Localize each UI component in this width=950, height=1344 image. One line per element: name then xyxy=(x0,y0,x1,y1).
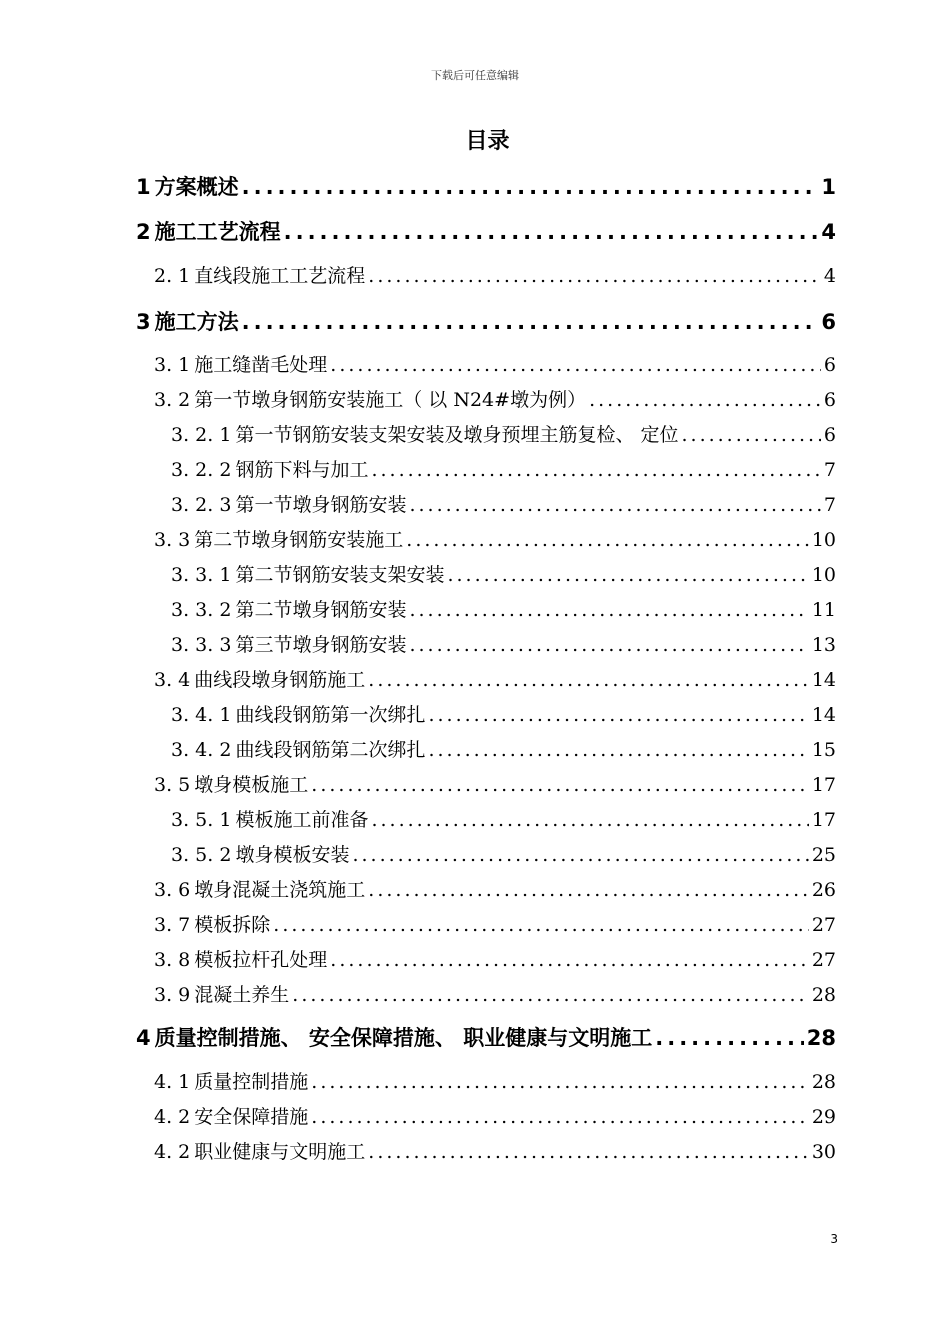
toc-entry-number: 3. 2. 2 xyxy=(171,459,232,481)
toc-entry-label: 混凝土养生 xyxy=(194,984,290,1006)
toc-entry[interactable] xyxy=(154,945,836,972)
toc-entry-number: 3. 3. 1 xyxy=(171,564,232,586)
toc-entry-number: 1 xyxy=(136,175,151,199)
toc-entry[interactable] xyxy=(171,455,836,482)
toc-leader-dots xyxy=(368,879,809,901)
toc-entry-label: 墩身混凝土浇筑施工 xyxy=(194,879,366,901)
toc-entry-page: 17 xyxy=(811,809,836,831)
toc-entry-page: 17 xyxy=(811,774,836,796)
toc-entry-label: 墩身模板安装 xyxy=(235,844,350,866)
toc-entry-number: 3. 5 xyxy=(154,774,191,796)
toc-entry-number: 3. 6 xyxy=(154,879,191,901)
toc-entry-page: 27 xyxy=(811,949,836,971)
toc-entry-label: 施工工艺流程 xyxy=(154,220,281,244)
toc-entry-number: 3. 3 xyxy=(154,529,191,551)
toc-entry[interactable] xyxy=(171,805,836,832)
toc-entry-page: 7 xyxy=(823,459,836,481)
toc-entry[interactable] xyxy=(171,490,836,517)
toc-entry-page: 25 xyxy=(811,844,836,866)
toc-leader-dots xyxy=(368,1141,809,1163)
toc-entry-label: 施工缝凿毛处理 xyxy=(194,354,328,376)
toc-entry-page: 28 xyxy=(811,1071,836,1093)
toc-entry-label: 模板拉杆孔处理 xyxy=(194,949,328,971)
toc-entry-number: 4 xyxy=(136,1026,151,1050)
toc-leader-dots xyxy=(352,844,808,866)
toc-entry-label: 曲线段墩身钢筋施工 xyxy=(194,669,366,691)
toc-entry-label: 钢筋下料与加工 xyxy=(235,459,369,481)
toc-leader-dots xyxy=(284,220,819,244)
toc-entry[interactable] xyxy=(171,840,836,867)
toc-entry-page: 4 xyxy=(823,265,836,287)
toc-entry[interactable] xyxy=(154,980,836,1007)
toc-entry[interactable] xyxy=(154,525,836,552)
toc-leader-dots xyxy=(330,949,809,971)
toc-leader-dots xyxy=(681,424,820,446)
toc-leader-dots xyxy=(368,265,821,287)
toc-entry-number: 4. 2 xyxy=(154,1106,191,1128)
toc-entry-page: 10 xyxy=(811,564,836,586)
toc-entry[interactable] xyxy=(154,1137,836,1164)
toc-entry-label: 曲线段钢筋第一次绑扎 xyxy=(235,704,426,726)
toc-leader-dots xyxy=(655,1026,804,1050)
toc-entry-label: 第一节墩身钢筋安装施工（ 以 N24#墩为例） xyxy=(194,389,587,411)
toc-entry-number: 4. 2 xyxy=(154,1141,191,1163)
toc-title: 目录 xyxy=(465,129,510,154)
toc-entry-number: 3. 5. 1 xyxy=(171,809,232,831)
toc-entry-label: 施工方法 xyxy=(154,310,239,334)
toc-entry[interactable] xyxy=(154,770,836,797)
toc-entry-number: 3. 4 xyxy=(154,669,191,691)
toc-entry-page: 6 xyxy=(823,354,836,376)
toc-entry-number: 3. 8 xyxy=(154,949,191,971)
toc-entry[interactable] xyxy=(171,700,836,727)
toc-leader-dots xyxy=(371,459,820,481)
toc-entry-number: 3. 2. 1 xyxy=(171,424,232,446)
toc-entry-number: 3. 7 xyxy=(154,914,191,936)
toc-leader-dots xyxy=(368,669,809,691)
toc-entry-label: 模板施工前准备 xyxy=(235,809,369,831)
toc-entry-page: 13 xyxy=(811,634,836,656)
toc-entry-label: 直线段施工工艺流程 xyxy=(194,265,366,287)
page-number: 3 xyxy=(830,1232,838,1246)
toc-entry[interactable] xyxy=(154,385,836,412)
toc-entry-number: 3 xyxy=(136,310,151,334)
toc-entry-page: 30 xyxy=(811,1141,836,1163)
toc-entry[interactable] xyxy=(154,665,836,692)
toc-entry[interactable] xyxy=(154,1067,836,1094)
toc-leader-dots xyxy=(242,175,819,199)
toc-entry-page: 14 xyxy=(811,704,836,726)
toc-entry-page: 6 xyxy=(823,424,836,446)
toc-entry[interactable] xyxy=(136,171,836,201)
toc-leader-dots xyxy=(311,774,809,796)
toc-leader-dots xyxy=(371,809,808,831)
toc-leader-dots xyxy=(406,529,809,551)
toc-entry-label: 模板拆除 xyxy=(194,914,271,936)
toc-entry[interactable] xyxy=(171,735,836,762)
toc-entry-page: 28 xyxy=(806,1026,836,1050)
toc-entry-number: 3. 3. 3 xyxy=(171,634,232,656)
toc-entry-page: 27 xyxy=(811,914,836,936)
toc-entry-page: 29 xyxy=(811,1106,836,1128)
toc-entry-label: 墩身模板施工 xyxy=(194,774,309,796)
toc-entry-label: 第二节钢筋安装支架安装 xyxy=(235,564,445,586)
toc-entry-label: 第一节墩身钢筋安装 xyxy=(235,494,407,516)
toc-entry[interactable] xyxy=(171,630,836,657)
toc-entry-label: 安全保障措施 xyxy=(194,1106,309,1128)
toc-entry[interactable] xyxy=(154,350,836,377)
toc-entry-number: 3. 1 xyxy=(154,354,191,376)
toc-entry-page: 14 xyxy=(811,669,836,691)
toc-entry-number: 4. 1 xyxy=(154,1071,191,1093)
toc-entry-label: 第二节墩身钢筋安装施工 xyxy=(194,529,404,551)
toc-entry[interactable] xyxy=(171,420,836,447)
toc-entry-number: 3. 5. 2 xyxy=(171,844,232,866)
toc-leader-dots xyxy=(311,1106,809,1128)
toc-entry[interactable] xyxy=(136,1022,836,1052)
toc-entry-label: 曲线段钢筋第二次绑扎 xyxy=(235,739,426,761)
toc-entry-label: 第一节钢筋安装支架安装及墩身预埋主筋复检、 定位 xyxy=(235,424,679,446)
toc-entry-label: 第三节墩身钢筋安装 xyxy=(235,634,407,656)
toc-entry-number: 3. 2 xyxy=(154,389,191,411)
toc-entry-number: 2 xyxy=(136,220,151,244)
toc-leader-dots xyxy=(447,564,808,586)
toc-entry-page: 11 xyxy=(811,599,836,621)
toc-entry[interactable] xyxy=(154,261,836,288)
toc-entry-label: 职业健康与文明施工 xyxy=(194,1141,366,1163)
toc-entry-number: 3. 9 xyxy=(154,984,191,1006)
toc-entry-number: 3. 3. 2 xyxy=(171,599,232,621)
toc-entry-page: 6 xyxy=(821,310,836,334)
toc-entry-number: 3. 4. 1 xyxy=(171,704,232,726)
toc-leader-dots xyxy=(428,739,808,761)
toc-entry-label: 质量控制措施 xyxy=(194,1071,309,1093)
toc-entry-page: 26 xyxy=(811,879,836,901)
toc-entry-page: 6 xyxy=(823,389,836,411)
toc-entry-label: 第二节墩身钢筋安装 xyxy=(235,599,407,621)
toc-entry-page: 10 xyxy=(811,529,836,551)
toc-entry-page: 15 xyxy=(811,739,836,761)
toc-leader-dots xyxy=(409,494,820,516)
toc-entry-number: 3. 4. 2 xyxy=(171,739,232,761)
toc-leader-dots xyxy=(330,354,821,376)
toc-leader-dots xyxy=(311,1071,809,1093)
toc-leader-dots xyxy=(589,389,821,411)
toc-entry-page: 4 xyxy=(821,220,836,244)
toc-leader-dots xyxy=(428,704,808,726)
toc-leader-dots xyxy=(242,310,819,334)
toc-entry-number: 3. 2. 3 xyxy=(171,494,232,516)
toc-entry-page: 7 xyxy=(823,494,836,516)
toc-leader-dots xyxy=(409,634,808,656)
page-header: 下载后可任意编辑 xyxy=(431,69,519,82)
toc-leader-dots xyxy=(292,984,809,1006)
toc-entry[interactable] xyxy=(154,910,836,937)
toc-entry-page: 28 xyxy=(811,984,836,1006)
toc-entry-page: 1 xyxy=(821,175,836,199)
toc-entry[interactable] xyxy=(136,306,836,336)
toc-entry[interactable] xyxy=(154,1102,836,1129)
toc-entry[interactable] xyxy=(154,875,836,902)
toc-entry[interactable] xyxy=(136,216,836,246)
toc-entry[interactable] xyxy=(171,560,836,587)
toc-entry-number: 2. 1 xyxy=(154,265,191,287)
toc-entry-label: 方案概述 xyxy=(154,175,239,199)
toc-entry-label: 质量控制措施、 安全保障措施、 职业健康与文明施工 xyxy=(154,1026,653,1050)
toc-entry[interactable] xyxy=(171,595,836,622)
toc-leader-dots xyxy=(273,914,809,936)
toc-leader-dots xyxy=(409,599,808,621)
